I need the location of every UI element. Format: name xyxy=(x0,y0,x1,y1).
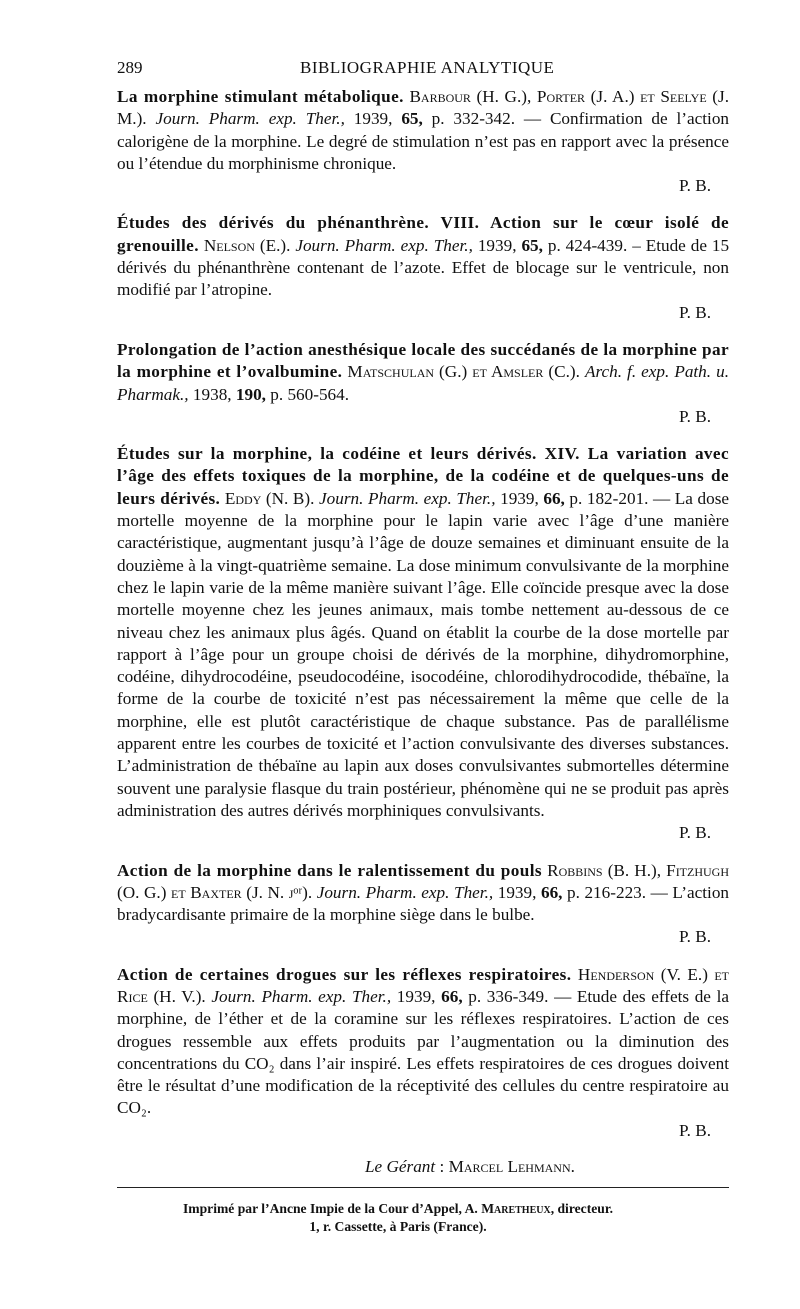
entry-title: Études sur la morphine, la codéine et leurs dérivés. XIV. La variation avec l’âge des effets toxiques de la morphine, de la codéine et de quelques-uns de leurs dérivés. xyxy=(117,444,729,508)
entry-pages: p. 336-349. xyxy=(468,986,549,1006)
signature-role: Le Gérant xyxy=(365,1157,436,1177)
entry-volume: 65, xyxy=(401,109,423,129)
entry-authors: Robbins (B. H.), Fitzhugh (O. G.) et Baxter (J. N. jᵒʳ). xyxy=(117,860,730,902)
entry-volume: 65, xyxy=(521,235,543,255)
entry-abstract: — La dose mortelle moyenne de la morphine pour le lapin varie avec l’âge d’une manière caractéristique, augmentant jusqu’à l’âge de douze semaines et diminuant ensuite de la douzième à la vingt-quatrième semaine. La dose minimum convulsivante de la morphine chez le lapin varie de la même manière suivant l’âge. Elle coïncide presque avec la dose mortelle moyenne chez les jeunes animaux, mais tombe nettement au-dessous de ce niveau chez les animaux plus âgés. Quand on établit la courbe de la dose mortelle par rapport à l’âge pour un groupe choisi de dérivés de la morphine, dihydromorphine, codéine, dihydrocodéine, pseudocodéine, isocodéine, chlorodihydrocodide, thébaïne, la forme de la courbe de toxicité n’est pas nécessairement la même que celle de la morphine, elle est plutôt caractéristique de chaque substance. Pas de parallélisme apparent entre les courbes de toxicité et l’action convulsivante des diverses substances. L’administration de thébaïne au lapin aux doses convulsivantes submortelles détermine souvent une paralysie flasque du train postérieur, phénomène qui ne se produit pas après administration des autres dérivés morphiniques convulsivants. xyxy=(117,488,730,820)
entry-journal: Journ. Pharm. exp. Ther., xyxy=(319,488,496,508)
document-page xyxy=(117,58,729,1236)
entry-journal: Journ. Pharm. exp. Ther., xyxy=(316,882,494,902)
bibliography-entry xyxy=(117,443,729,844)
imprint-printer-name: Maretheux, xyxy=(481,1201,555,1217)
entry-abstract: — Confirmation de l’action calorigène de la morphine. Le degré de stimulation n’est pas en rapport avec la présence ou l’étendue du morphinisme chronique. xyxy=(117,109,730,173)
manager-signature xyxy=(365,1157,729,1177)
bibliography-entry xyxy=(117,212,729,323)
running-header xyxy=(117,58,729,86)
entry-abstract: – Etude de 15 dérivés du phénanthrène contenant de l’azote. Effet de blocage sur le ventricule, non modifié par l’atropine. xyxy=(117,235,730,300)
entry-pages: p. 332-342. xyxy=(431,109,516,129)
bibliography-entry xyxy=(117,964,729,1142)
entry-pages: p. 216-223. xyxy=(567,882,647,902)
entry-journal: Journ. Pharm. exp. Ther., xyxy=(155,109,345,129)
entry-pages: p. 424-439. xyxy=(547,235,628,255)
entry-volume: 66, xyxy=(540,882,563,902)
signature-name: Marcel Lehmann. xyxy=(448,1157,575,1177)
entry-volume: 66, xyxy=(543,488,565,508)
entry-pages: p. 182-201. xyxy=(569,488,649,508)
entry-authors: Nelson (E.). xyxy=(203,235,291,255)
bibliography-entry xyxy=(117,860,729,949)
printer-imprint xyxy=(117,1200,729,1236)
entry-authors: Eddy (N. B). xyxy=(224,488,315,508)
entry-title: La morphine stimulant métabolique. xyxy=(117,87,404,106)
bibliography-entry xyxy=(117,339,729,428)
entry-title: Action de la morphine dans le ralentissement du pouls xyxy=(117,860,542,880)
entry-volume: 66, xyxy=(441,986,463,1006)
entry-initials: P. B. xyxy=(678,176,711,196)
entry-journal: Arch. f. exp. Path. u. Pharmak., xyxy=(117,362,729,404)
entry-title: Action de certaines drogues sur les réflexes respiratoires. xyxy=(117,964,572,984)
entry-year: 1939, xyxy=(353,109,393,129)
entry-year: 1938, xyxy=(192,384,232,404)
entry-year: 1939, xyxy=(497,882,537,902)
entry-initials: P. B. xyxy=(678,302,711,322)
entry-abstract: — L’action bradycardisante primaire de la morphine siège dans le bulbe. xyxy=(117,882,730,925)
entry-abstract: — Etude des effets de la morphine, de l’éther et de la coramine sur les réflexes respiratoires. L’action de ces drogues ressemble aux effets produits par l’augmentation ou la diminution des concentrations du CO₂ dans l’air inspiré. Les effets respiratoires de ces drogues doivent être le résultat d’une modification de la réceptivité des cellules du centre respiratoire au CO₂. xyxy=(117,986,729,1118)
entry-title: Études des dérivés du phénanthrène. VIII. Action sur le cœur isolé de grenouille. xyxy=(117,213,729,255)
entry-initials: P. B. xyxy=(678,927,711,947)
entry-pages: p. 560-564. xyxy=(270,384,350,404)
entry-title: Prolongation de l’action anesthésique locale des succédanés de la morphine par la morphine et l’ovalbumine. xyxy=(117,339,729,382)
entry-authors: Barbour (H. G.), Porter (J. A.) et Seelye (J. M.). xyxy=(117,87,729,129)
signature-separator: : xyxy=(435,1157,449,1177)
entry-authors: Henderson (V. E.) et Rice (H. V.). xyxy=(117,964,730,1006)
entry-year: 1939, xyxy=(396,986,436,1006)
imprint-line-1 xyxy=(117,1200,679,1218)
entry-year: 1939, xyxy=(500,488,539,508)
entry-year: 1939, xyxy=(477,235,517,255)
bibliography-entry xyxy=(117,86,729,197)
entry-initials: P. B. xyxy=(678,1120,711,1140)
imprint-line-1-suffix: directeur. xyxy=(557,1201,613,1217)
page-number: 289 xyxy=(117,58,143,77)
header-title: BIBLIOGRAPHIE ANALYTIQUE xyxy=(300,58,555,77)
imprint-line-1-prefix: Imprimé par l’Ancne Impie de la Cour d’Appel, A. xyxy=(182,1201,478,1217)
entry-initials: P. B. xyxy=(678,406,711,426)
entry-initials: P. B. xyxy=(678,823,711,843)
entry-authors: Matschulan (G.) et Amsler (C.). xyxy=(347,362,580,382)
imprint-line-2: 1, r. Cassette, à Paris (France). xyxy=(309,1219,487,1235)
entry-journal: Journ. Pharm. exp. Ther., xyxy=(295,235,473,255)
entry-journal: Journ. Pharm. exp. Ther., xyxy=(211,986,392,1006)
entry-volume: 190, xyxy=(235,384,266,404)
imprint-divider xyxy=(117,1187,729,1188)
